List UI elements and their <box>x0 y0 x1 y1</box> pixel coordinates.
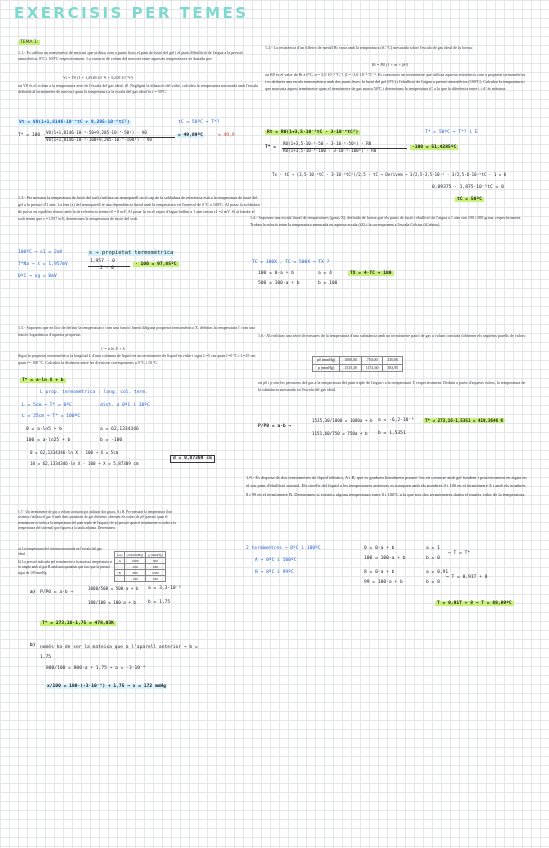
table-cell: 100 <box>125 576 146 582</box>
p7-part-b-result: x/100 = 100·(-3·10⁻⁴) + 1,75 → x = 172 mmHg <box>47 684 166 689</box>
page-title: EXERCISIS PER TEMES <box>14 4 249 22</box>
p3-fraction-denominator: 2 - 0 <box>100 266 114 271</box>
table-cell: 800 <box>125 570 146 576</box>
p5-given-5cm: L = 5cm → T* = 0ºC <box>22 403 72 408</box>
p1-handwritten-given: Vt = V0(1+1,8146·10⁻⁴tC + 9,205·10⁻⁹tC²) <box>19 120 130 125</box>
p4-handwritten-given: TC = 100X , TC = 500X → TX ? <box>252 260 330 265</box>
p2-result: ·100 = 51,4285ºC <box>412 145 457 150</box>
problem-1-8-text: 1.8.- Es disposa de dos termòmetres de líquid idèntics, A i B, que es graduen linealment posant- los en contacte amb gel fundent i posteriorment en aigua en el seu punt d'ebullició normal. Els nivells del líquid a les temperatures anteriors es marquen amb els nombres 0 i 100 en el termòmetre A i amb els nombres 8 i 99 en el termòmetre B. Determineu si existeix alguna temperatura entre 0 i 100ºC a la que tots dos termòmetres donin el mateix valor de la temperatura. <box>246 475 527 497</box>
p3-result: · 100 = 97,85ºC <box>135 262 177 267</box>
p8-a-relation: → T = T* <box>448 551 471 556</box>
table-cell: p0(mmHg) <box>125 552 146 558</box>
problem-1-5-text-2: Sigui la propietat termomètrica la longitud L d'una columna de líquid en un termòmetre de líquid en vidre i sigui L=5 cm quan t'=0 ºC i L=25 cm quan t'= 100 ºC. Calculeu la distància entre les divisions corresponents a 0 ºC i 10 ºC. <box>18 353 256 365</box>
p6-result: T* = 273,16·1,5351 = 419,3646 K <box>425 418 504 423</box>
table-cell: 1151,60 <box>361 364 383 372</box>
p1-fraction-numerator: V0(1+1,8146·10⁻⁴·50+9,205·10⁻⁹·50²) - V0 <box>46 130 147 135</box>
table-cell: 383,95 <box>383 364 403 372</box>
p3-handwritten-sodium: T*Na → ε = 1,957mV <box>18 262 68 267</box>
p6-coef-a: a = -6,2·10⁻⁶ <box>378 418 414 423</box>
p7-coef-b: b = 1,75 <box>148 600 171 605</box>
p4-coef-b: b = 100 <box>318 281 338 286</box>
p8-a-coef-b: b = 0 <box>426 556 440 561</box>
p7-eq-1: 1000/500 = 500·a + b <box>88 586 139 591</box>
problem-1-1-equation: Vt = V0 (1 + 1,8146·10⁻⁴t + 9,205·10⁻⁹t²) <box>63 75 133 80</box>
table-cell: B <box>115 570 125 576</box>
p8-thermometer-a: A → 0ºC i 100ºC <box>255 558 297 563</box>
p2-handwritten-formula: T* = <box>265 145 277 150</box>
problem-1-6-text-2: on p0 i p són les pressions del gas a la temperatura del punt triple de l'aigua i a la temperatura T, respectivament. Deduïu a partir d'aquests valors, la temperatura de la substància mesurada en l'escala del gas ideal. <box>258 380 526 392</box>
p7-part-a-label: a) <box>30 590 36 595</box>
p2-derivative-result: 0,09375 - 1,875·10⁻⁵tC = 0 <box>432 185 504 190</box>
p7-part-b-solve: 800/100 = 800·a + 1,75 → a = -3·10⁻⁴ <box>46 666 146 671</box>
p7-part-b-note: només ha de ser la mateixa que a l'aparell anterior → b = 1,75 <box>40 645 198 660</box>
table-cell: 180 <box>146 564 166 570</box>
p6-eq-1: 1535,30/1000 = 1000a + b <box>312 418 373 423</box>
p7-part-b-label: b) <box>30 643 36 648</box>
p4-eq-1: 100 = 0·a + b <box>258 271 294 276</box>
problem-1-6-text: 1.6.- Al realitzar una sèrie de mesures de la temperatura d'una substància amb un termòmetre patró de gas a volum constant s'obtenen els següents parells de valors: <box>258 333 526 338</box>
p8-b-eq-1: 8 = 0·a + b <box>364 570 395 575</box>
p8-result: T = 0,91T + 8 → T = 88,89ºC <box>437 601 512 606</box>
table-cell: A <box>115 558 125 564</box>
p8-b-eq-2: 99 = 100·a + b <box>364 580 403 585</box>
tema-label: TEMA 1: <box>20 40 39 45</box>
p7-handwritten-formula: P/P0 = a·b → <box>40 590 74 595</box>
table-cell: p0 (mmHg) <box>313 357 340 365</box>
p8-b-coef-a: a = 0,91 <box>426 570 449 575</box>
problem-1-7-text: 1.7.- Un termòmetre de gas a volum constant pot utilitzar dos gasos, A i B. Per mesurar la temperatura d'un sistema s'utilitza el gas A amb dues quantitats de gas diferents, obtenint els valors de p0 (pressió quan el termòmetre es troba a la temperatura del punt triple de l'aigua) i de p (pressió quan el termòmetre es troba a la temperatura del sistema) que figuren a la taula adjunta. Determineu: <box>18 510 176 530</box>
p1-result: = 49,89ºC <box>178 133 203 138</box>
problem-1-2-text: 1.2.- La resistència d'un filferro de metall Rt varia amb la temperatura (tC ºC) mesurada sobre l'escala de gas ideal de la forma: <box>265 45 473 50</box>
p7-eq-2: 180/100 = 100·a + b <box>88 600 136 605</box>
table-cell <box>115 576 125 582</box>
problem-1-1-text: 1.1.- Es calibra un termòmetre de mercuri que utilitza com a punts fixos el punt de fusió del gel i el punt d'ebullició de l'aigua a la pressió atmosfèrica, 0ºC i 100ºC respectivament. La variació de volum del mercuri entre aquestes temperatures ve donada per: <box>18 50 243 62</box>
table-cell: 100 <box>125 564 146 570</box>
p7-part-a-result: T* = 273,16·1,75 = 478,03K <box>42 621 114 626</box>
p5-coef-b: b = -100 <box>100 438 123 443</box>
p4-coef-a: a = 4 <box>318 271 332 276</box>
p1-fraction-denominator: V0(1+1,8146·10⁻⁴·100+9,205·10⁻⁹·100²) - V0 <box>46 137 152 142</box>
p8-handwritten-header: 2 termòmetres → 0ºC i 100ºC <box>246 546 321 551</box>
p6-handwritten-formula: P/P0 = a·b → <box>258 424 292 429</box>
p3-fraction-numerator: 1,957 - 0 <box>90 259 115 264</box>
p5-target: dist. a 0ºC i 10ºC <box>100 403 150 408</box>
p4-eq-2: 500 = 100·a + b <box>258 281 300 286</box>
p8-thermometer-b: B → 8ºC i 99ºC <box>255 570 294 575</box>
p6-coef-b: b = 1,5351 <box>378 431 406 436</box>
table-row <box>115 576 166 582</box>
p5-property-note: L prop. termomètrica : long. col. term. <box>40 390 148 395</box>
table-cell: 1000 <box>125 558 146 564</box>
p3-handwritten-0c: 0ºC → εg = 0mV <box>18 274 57 279</box>
p7-gas-table <box>114 551 166 582</box>
p5-result: d = 0,87309 cm <box>170 455 215 463</box>
p5-solve-10c: 10 = 62,1334346·ln X - 100 → X = 5,87309 cm <box>30 461 139 466</box>
p8-b-relation: → T = 0,91T + 8 <box>446 575 488 580</box>
p2-fraction-denominator: R0(1+3,5·10⁻³·100 - 3·10⁻⁶·100²) - R0 <box>283 148 377 153</box>
table-cell: p (mmHg) <box>146 552 166 558</box>
problem-1-2-equation: Rt = R0 (1 + αt + βt²) <box>371 62 409 67</box>
p6-eq-2: 1151,60/750 = 750a + b <box>312 431 368 436</box>
table-cell: 1000,00 <box>340 357 362 365</box>
p1-handwritten-formula: T* = 100 · <box>18 133 46 138</box>
p2-handwritten-given: Rt = R0(1+3,5·10⁻³tC - 3·10⁻⁶tC²) <box>267 130 359 135</box>
table-row <box>313 364 403 372</box>
p2-max-temperature: tC = 50ºC <box>457 197 482 202</box>
p5-given-25cm: L = 25cm → T* = 100ºC <box>22 414 81 419</box>
p5-coef-a: a = 62,1334346 <box>100 427 139 432</box>
table-cell: 250,00 <box>383 357 403 365</box>
p7-coef-a: a = 3,3·10⁻⁵ <box>148 586 182 591</box>
p1-result-approx: ≈ 49,9 <box>218 133 235 138</box>
p6-pressure-table <box>312 356 403 372</box>
table-row <box>313 357 403 365</box>
p3-property-note: ε → propietat termomètrica <box>89 250 174 256</box>
p5-solve-0c: 0 = 62,1334346·ln X - 100 → X = 5cm <box>30 450 119 455</box>
table-cell: Gas <box>115 552 125 558</box>
p3-handwritten-100c: 100ºC → ε1 = 2mV <box>18 250 63 255</box>
table-cell: 750,00 <box>361 357 383 365</box>
table-cell: 1535,30 <box>340 364 362 372</box>
p1-handwritten-target: tC = 50ºC → T*? <box>178 120 220 125</box>
table-cell: 1500 <box>146 570 166 576</box>
p5-eq-1: 0 = a·ln5 + b <box>26 427 62 432</box>
problem-1-5-equation: t' = a ln X + b <box>101 346 125 351</box>
p5-eq-2: 100 = a·ln25 + b <box>26 438 71 443</box>
p2-handwritten-target: T* = 50ºC → T*? i E <box>425 130 478 135</box>
p8-a-eq-1: 0 = 0·a + b <box>364 546 395 551</box>
table-cell: 180 <box>146 576 166 582</box>
p2-derivative-step: Tx - tC → (3,5·10⁻³tC - 3·10⁻⁶tC²)/2,5 - tC → Derivem → 3/2,5·3,5·10⁻³ - 3/2,5·6·10⁻⁶tC - 1 = 0 <box>272 172 507 177</box>
p8-a-eq-2: 100 = 100·a + b <box>364 556 406 561</box>
problem-1-7-part-a: a) La temperatura del sistema mesurada en l'escala del gas ideal. <box>18 547 102 557</box>
problem-1-4-text: 1.4.- Suposem una escala lineal de temperatures (graus X), definida de forma que els punts de fusió i ebullició de l'aigua a 1 atm són 100 i 500 graus, respectivament. Trobeu la relació entre la temperatura mesurada en aquesta escala (tX) i la corresponent a l'escala Celsius (tCelsius). <box>250 215 522 227</box>
problem-1-2-text-2: on R0 és el valor de Rt a 0ºC, α = 3,5·10⁻³ ºC⁻¹, β = -3,0·10⁻⁶ ºC⁻². Es construeix un termòmetre que utilitza aquesta resistència com a propietat termomètrica i es defineix una escala termomètrica amb dos punts fixos: la fusió del gel (0ºC) i l'ebullició de l'aigua a pressió atmosfèrica (100ºC). Calculeu la temperatura t que marcaria aquest termòmetre quan el termòmetre de gas marca 50ºC i determineu la temperatura tC a la que la diferència entre t i tC és màxima. <box>265 72 526 91</box>
problem-1-1-text-2: on V0 és el volum a la temperatura zero de l'escala del gas ideal, t0. Negligint la dilatació del vidre, calculeu la temperatura mesurada amb l'escala definida al termòmetre de mercuri quan la temperatura a la escala del gas ideal és t = 50ºC. <box>18 83 258 95</box>
problem-1-5-text: 1.5.- Suposem que en lloc de definir la temperatura t com una funció lineal d'alguna propietat termomètrica X, definim la temperatura t' com una funció logarítmica d'aquesta propietat: <box>18 325 256 337</box>
table-cell: 500 <box>146 558 166 564</box>
p8-a-coef-a: a = 1 <box>426 546 440 551</box>
table-cell: p (mmHg) <box>313 364 340 372</box>
p4-result: TX = 4·TC + 100 <box>350 271 392 276</box>
p2-fraction-numerator: R0(1+3,5·10⁻³·50 - 3·10⁻⁶·50²) - R0 <box>283 141 372 146</box>
p8-b-coef-b: b = 8 <box>426 580 440 585</box>
problem-1-7-part-b: b) La pressió indicada pel termòmetre a la mateixa temperatura si és omple amb el gas B amb una quantitat que faci que la pressió sigui de 100 mmHg. <box>18 560 113 575</box>
p5-handwritten-formula: T* = a·ln X + b <box>22 378 64 383</box>
problem-1-3-text: 1.3.- Per mesurar la temperatura de fusió del sodi s'utilitza un termoparell on el cap de la soldadura de referència està a la temperatura de fusió del gel a la pressió d'1 atm. La fem (ε) del termoparell té una dependència lineal amb la temperatura en l'interval de 0 ºC a 100ºC. Al posar la soldadura de prova en equilibri tèrmic amb la de referència tenim ε0 = 0 mV. Al posar la en el vapor d'aigua bullint a 1 atm tenim ε1 =2 mV. Si al fondre el sodi tenim que ε =1,957 mV, determineu la temperatura de fusió del sodi. <box>18 195 260 221</box>
